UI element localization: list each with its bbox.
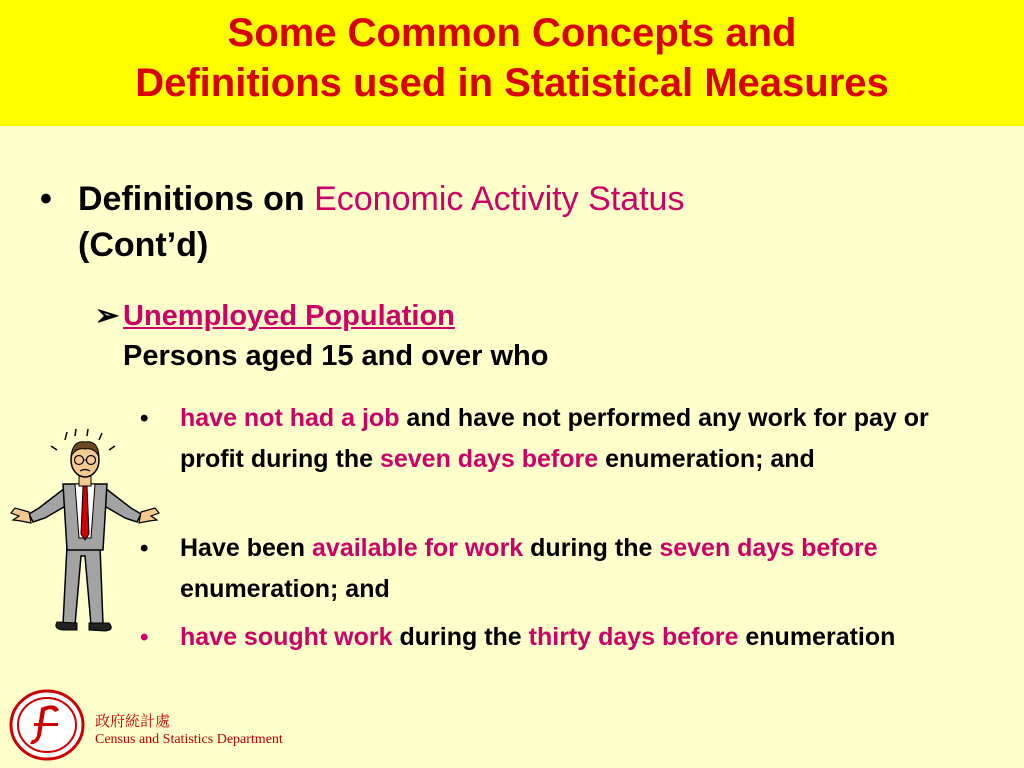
criteria-text-part: enumeration; and [598, 445, 815, 473]
highlight-text: seven days before [659, 534, 878, 562]
unemployed-population-heading: Unemployed Population [123, 300, 455, 332]
level1-text [78, 176, 968, 268]
criteria-text [180, 617, 970, 658]
highlight-text: available for work [312, 534, 524, 562]
level2-text [123, 296, 973, 376]
arrow-bullet-icon: ➢ [95, 300, 120, 332]
confused-man-shrugging-icon [5, 428, 165, 643]
highlight-text: have not had a job [180, 404, 400, 432]
criteria-text [180, 528, 970, 610]
bullet: • [40, 180, 52, 218]
criteria-text-part: Have been [180, 534, 313, 562]
bullet: • [140, 535, 149, 562]
bullet: • [140, 624, 149, 651]
level2-subtext: Persons aged 15 and over who [123, 340, 549, 372]
title-line-1: Some Common Concepts and [227, 11, 797, 55]
highlight-text: thirty days before [528, 623, 739, 651]
criteria-text [180, 398, 970, 480]
criteria-text-part: during the [523, 534, 660, 562]
level1-prefix: Definitions on [78, 180, 315, 218]
criteria-text-part: and have not performed any work for pay or profit during the [180, 404, 929, 473]
highlight-text: seven days before [379, 445, 599, 473]
title-line-2: Definitions used in Statistical Measures [135, 61, 889, 105]
title-bar [0, 0, 1024, 126]
criteria-text-part: enumeration; and [180, 575, 390, 603]
slide-title [0, 0, 1024, 108]
department-name-chinese: 政府統計處 [95, 714, 171, 730]
criteria-text-part: during the [392, 623, 529, 651]
bullet: • [140, 405, 149, 432]
level1-highlight: Economic Activity Status [314, 180, 685, 218]
department-name-english: Census and Statistics Department [95, 732, 283, 747]
level1-suffix: (Cont’d) [78, 226, 209, 264]
department-label [95, 713, 283, 749]
criteria-text-part: enumeration [738, 623, 896, 651]
census-statistics-logo-icon [8, 688, 86, 762]
highlight-text: have sought work [180, 623, 393, 651]
